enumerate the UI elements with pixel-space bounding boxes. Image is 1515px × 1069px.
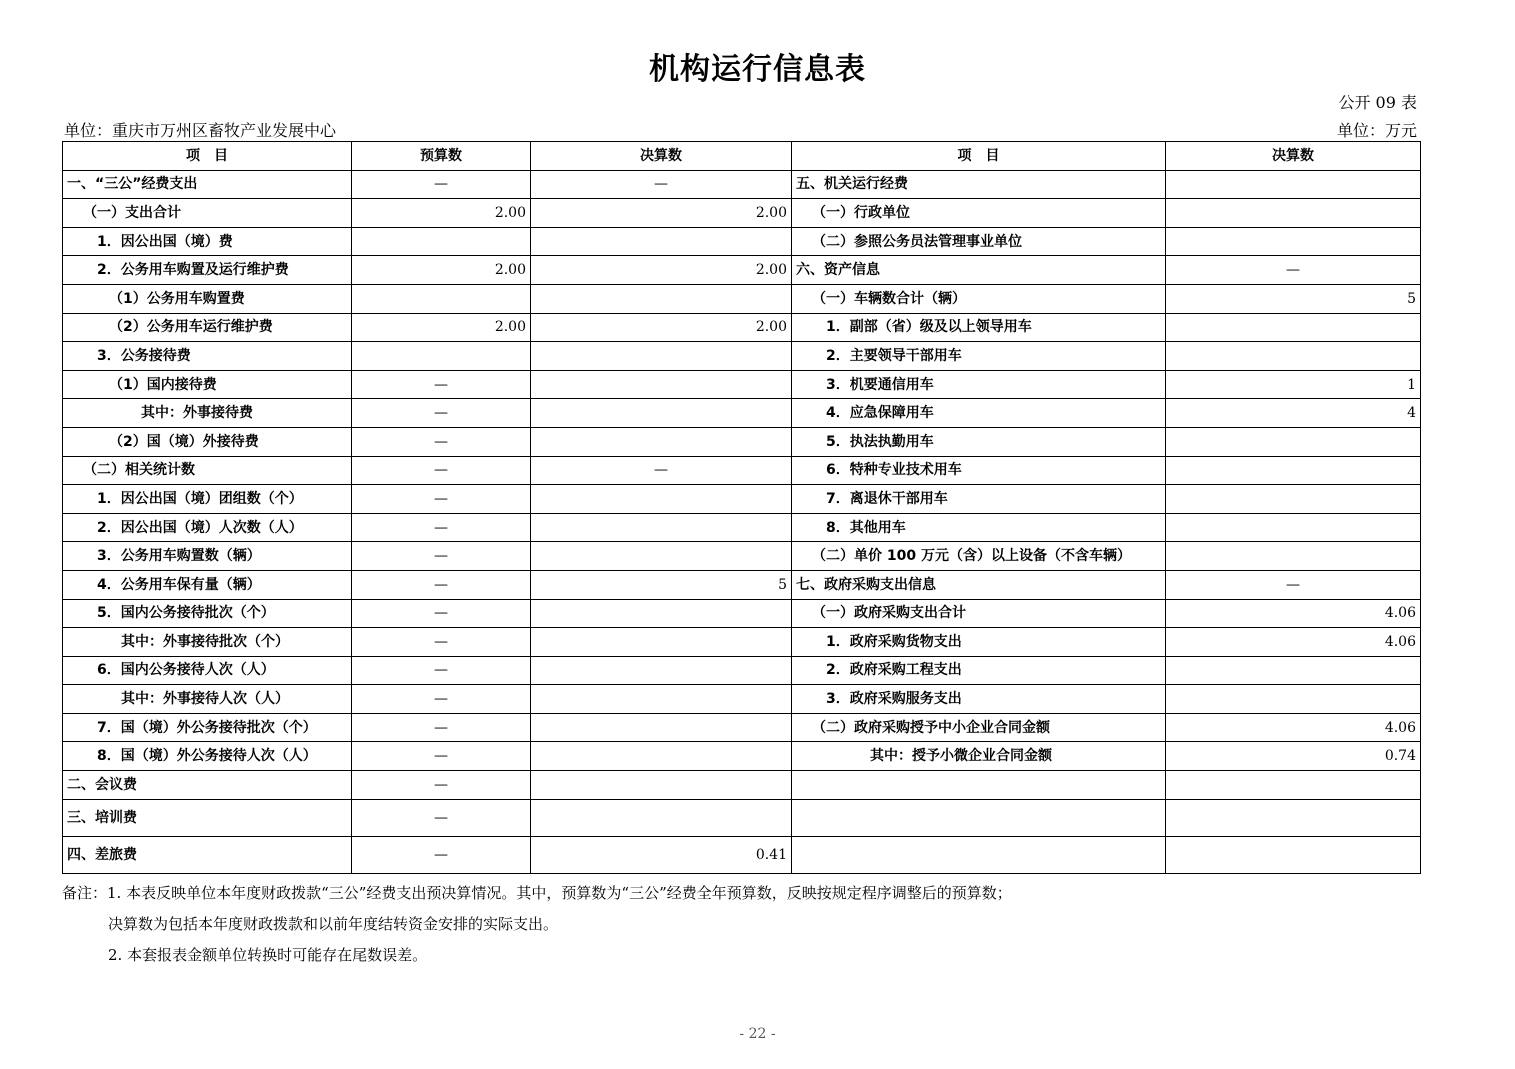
row-item-right: （二）政府采购授予中小企业合同金额 [792,713,1166,742]
table-row [63,599,1421,628]
row-final-value-right: 5 [1166,284,1421,313]
row-budget-value: — [352,542,531,571]
row-final-value-right: — [1166,256,1421,285]
row-item-right: 1．副部（省）级及以上领导用车 [792,313,1166,342]
row-final-value-left [531,427,792,456]
table-row [63,370,1421,399]
row-item-left: 3．公务接待费 [63,342,352,371]
row-item-left: （一）支出合计 [63,199,352,228]
row-item-left: 二、会议费 [63,771,352,800]
row-final-value-right [1166,799,1421,836]
row-item-left: 一、“三公”经费支出 [63,170,352,199]
row-budget-value: — [352,399,531,428]
row-item-right: 5．执法执勤用车 [792,427,1166,456]
row-item-right: 4．应急保障用车 [792,399,1166,428]
row-item-left: 四、差旅费 [63,836,352,873]
row-budget-value: 2.00 [352,313,531,342]
table-row [63,771,1421,800]
table-row [63,313,1421,342]
row-item-left: （2）公务用车运行维护费 [63,313,352,342]
row-final-value-right [1166,199,1421,228]
row-item-right: （一）行政单位 [792,199,1166,228]
money-unit: 单位：万元 [1336,121,1417,140]
row-budget-value: — [352,742,531,771]
table-row [63,170,1421,199]
row-item-left: （1）国内接待费 [63,370,352,399]
row-final-value-right [1166,656,1421,685]
row-final-value-right [1166,513,1421,542]
row-final-value-right [1166,836,1421,873]
table-row [63,799,1421,836]
row-item-left: 1．因公出国（境）费 [63,227,352,256]
row-final-value-left [531,542,792,571]
row-budget-value: 2.00 [352,199,531,228]
table-row [63,685,1421,714]
row-final-value-right [1166,685,1421,714]
row-final-value-left: 0.41 [531,836,792,873]
row-final-value-left: — [531,456,792,485]
row-item-right: 7．离退休干部用车 [792,485,1166,514]
row-item-left: （二）相关统计数 [63,456,352,485]
row-item-right [792,836,1166,873]
row-final-value-left [531,771,792,800]
table-row [63,542,1421,571]
info-table [62,141,1421,874]
page-title: 机构运行信息表 [649,52,866,87]
row-budget-value: — [352,599,531,628]
row-final-value-right [1166,771,1421,800]
table-row [63,399,1421,428]
row-item-right: 七、政府采购支出信息 [792,570,1166,599]
row-final-value-right: — [1166,570,1421,599]
table-row [63,485,1421,514]
row-budget-value: — [352,656,531,685]
row-final-value-left: 2.00 [531,199,792,228]
row-final-value-right [1166,313,1421,342]
page-number: - 22 - [739,1026,776,1042]
row-item-left: 其中：外事接待费 [63,399,352,428]
header-final-left: 决算数 [531,142,792,171]
row-item-left: （1）公务用车购置费 [63,284,352,313]
table-row [63,456,1421,485]
row-item-left: （2）国（境）外接待费 [63,427,352,456]
header-item-right: 项 目 [792,142,1166,171]
row-final-value-right [1166,542,1421,571]
row-item-right: （二）单价 100 万元（含）以上设备（不含车辆） [792,542,1166,571]
row-budget-value: — [352,513,531,542]
row-final-value-left: 5 [531,570,792,599]
row-final-value-left [531,799,792,836]
row-final-value-left [531,485,792,514]
row-budget-value: — [352,628,531,657]
unit-name: 单位：重庆市万州区畜牧产业发展中心 [64,121,337,140]
row-final-value-left [531,284,792,313]
table-row [63,227,1421,256]
row-budget-value [352,342,531,371]
row-item-left: 7．国（境）外公务接待批次（个） [63,713,352,742]
table-row [63,836,1421,873]
row-final-value-right: 4 [1166,399,1421,428]
row-final-value-left [531,713,792,742]
row-item-left: 4．公务用车保有量（辆） [63,570,352,599]
row-budget-value: — [352,685,531,714]
row-budget-value: — [352,713,531,742]
row-final-value-left [531,399,792,428]
row-budget-value: — [352,570,531,599]
row-item-right: 五、机关运行经费 [792,170,1166,199]
table-body [63,170,1421,873]
form-number: 公开 09 表 [1338,93,1417,112]
table-header-row [63,142,1421,171]
row-item-left: 1．因公出国（境）团组数（个） [63,485,352,514]
table-row [63,256,1421,285]
row-budget-value [352,284,531,313]
row-item-right: 2．主要领导干部用车 [792,342,1166,371]
row-item-right: 六、资产信息 [792,256,1166,285]
row-item-right: （一）车辆数合计（辆） [792,284,1166,313]
row-item-left: 其中：外事接待批次（个） [63,628,352,657]
row-final-value-right: 4.06 [1166,628,1421,657]
table-row [63,342,1421,371]
header-item-left: 项 目 [63,142,352,171]
table-row [63,742,1421,771]
row-item-right: 3．机要通信用车 [792,370,1166,399]
row-item-left: 6．国内公务接待人次（人） [63,656,352,685]
row-final-value-left: 2.00 [531,313,792,342]
row-item-left: 8．国（境）外公务接待人次（人） [63,742,352,771]
row-final-value-left: 2.00 [531,256,792,285]
row-item-right: 3．政府采购服务支出 [792,685,1166,714]
header-final-right: 决算数 [1166,142,1421,171]
row-budget-value: — [352,836,531,873]
table-row [63,427,1421,456]
note-line-1: 备注：1. 本表反映单位本年度财政拨款“三公”经费支出预决算情况。其中，预算数为“三公”经费全年预算数，反映按规定程序调整后的预算数； [62,884,1012,902]
table-row [63,570,1421,599]
row-budget-value: — [352,456,531,485]
row-final-value-left [531,513,792,542]
row-item-left: 5．国内公务接待批次（个） [63,599,352,628]
row-final-value-right: 0.74 [1166,742,1421,771]
row-final-value-left [531,628,792,657]
row-final-value-left [531,685,792,714]
row-budget-value: — [352,170,531,199]
table-row [63,284,1421,313]
row-final-value-right [1166,170,1421,199]
row-final-value-right [1166,427,1421,456]
row-item-left: 其中：外事接待人次（人） [63,685,352,714]
row-item-right [792,771,1166,800]
row-final-value-right [1166,227,1421,256]
table-row [63,713,1421,742]
row-item-right: （一）政府采购支出合计 [792,599,1166,628]
row-budget-value: 2.00 [352,256,531,285]
row-final-value-left [531,599,792,628]
row-final-value-left [531,370,792,399]
row-final-value-right [1166,485,1421,514]
row-final-value-left [531,227,792,256]
note-line-3: 2. 本套报表金额单位转换时可能存在尾数误差。 [108,946,428,964]
row-item-left: 3．公务用车购置数（辆） [63,542,352,571]
row-final-value-right: 4.06 [1166,713,1421,742]
row-item-right: 6．特种专业技术用车 [792,456,1166,485]
row-item-left: 2．因公出国（境）人次数（人） [63,513,352,542]
row-final-value-right [1166,342,1421,371]
row-final-value-right: 1 [1166,370,1421,399]
table-row [63,656,1421,685]
row-budget-value [352,227,531,256]
notes [62,878,1012,971]
row-final-value-right [1166,456,1421,485]
row-item-right: 其中：授予小微企业合同金额 [792,742,1166,771]
row-item-right: 8．其他用车 [792,513,1166,542]
table-row [63,628,1421,657]
row-budget-value: — [352,485,531,514]
row-final-value-left: — [531,170,792,199]
row-budget-value: — [352,427,531,456]
row-item-left: 三、培训费 [63,799,352,836]
row-item-right: 2．政府采购工程支出 [792,656,1166,685]
note-line-2: 决算数为包括本年度财政拨款和以前年度结转资金安排的实际支出。 [108,915,559,933]
row-item-right: 1．政府采购货物支出 [792,628,1166,657]
table-row [63,513,1421,542]
row-final-value-right: 4.06 [1166,599,1421,628]
row-item-right [792,799,1166,836]
row-item-right: （二）参照公务员法管理事业单位 [792,227,1166,256]
row-final-value-left [531,742,792,771]
row-final-value-left [531,656,792,685]
row-budget-value: — [352,799,531,836]
row-item-left: 2．公务用车购置及运行维护费 [63,256,352,285]
table-row [63,199,1421,228]
row-final-value-left [531,342,792,371]
header-budget: 预算数 [352,142,531,171]
row-budget-value: — [352,771,531,800]
row-budget-value: — [352,370,531,399]
